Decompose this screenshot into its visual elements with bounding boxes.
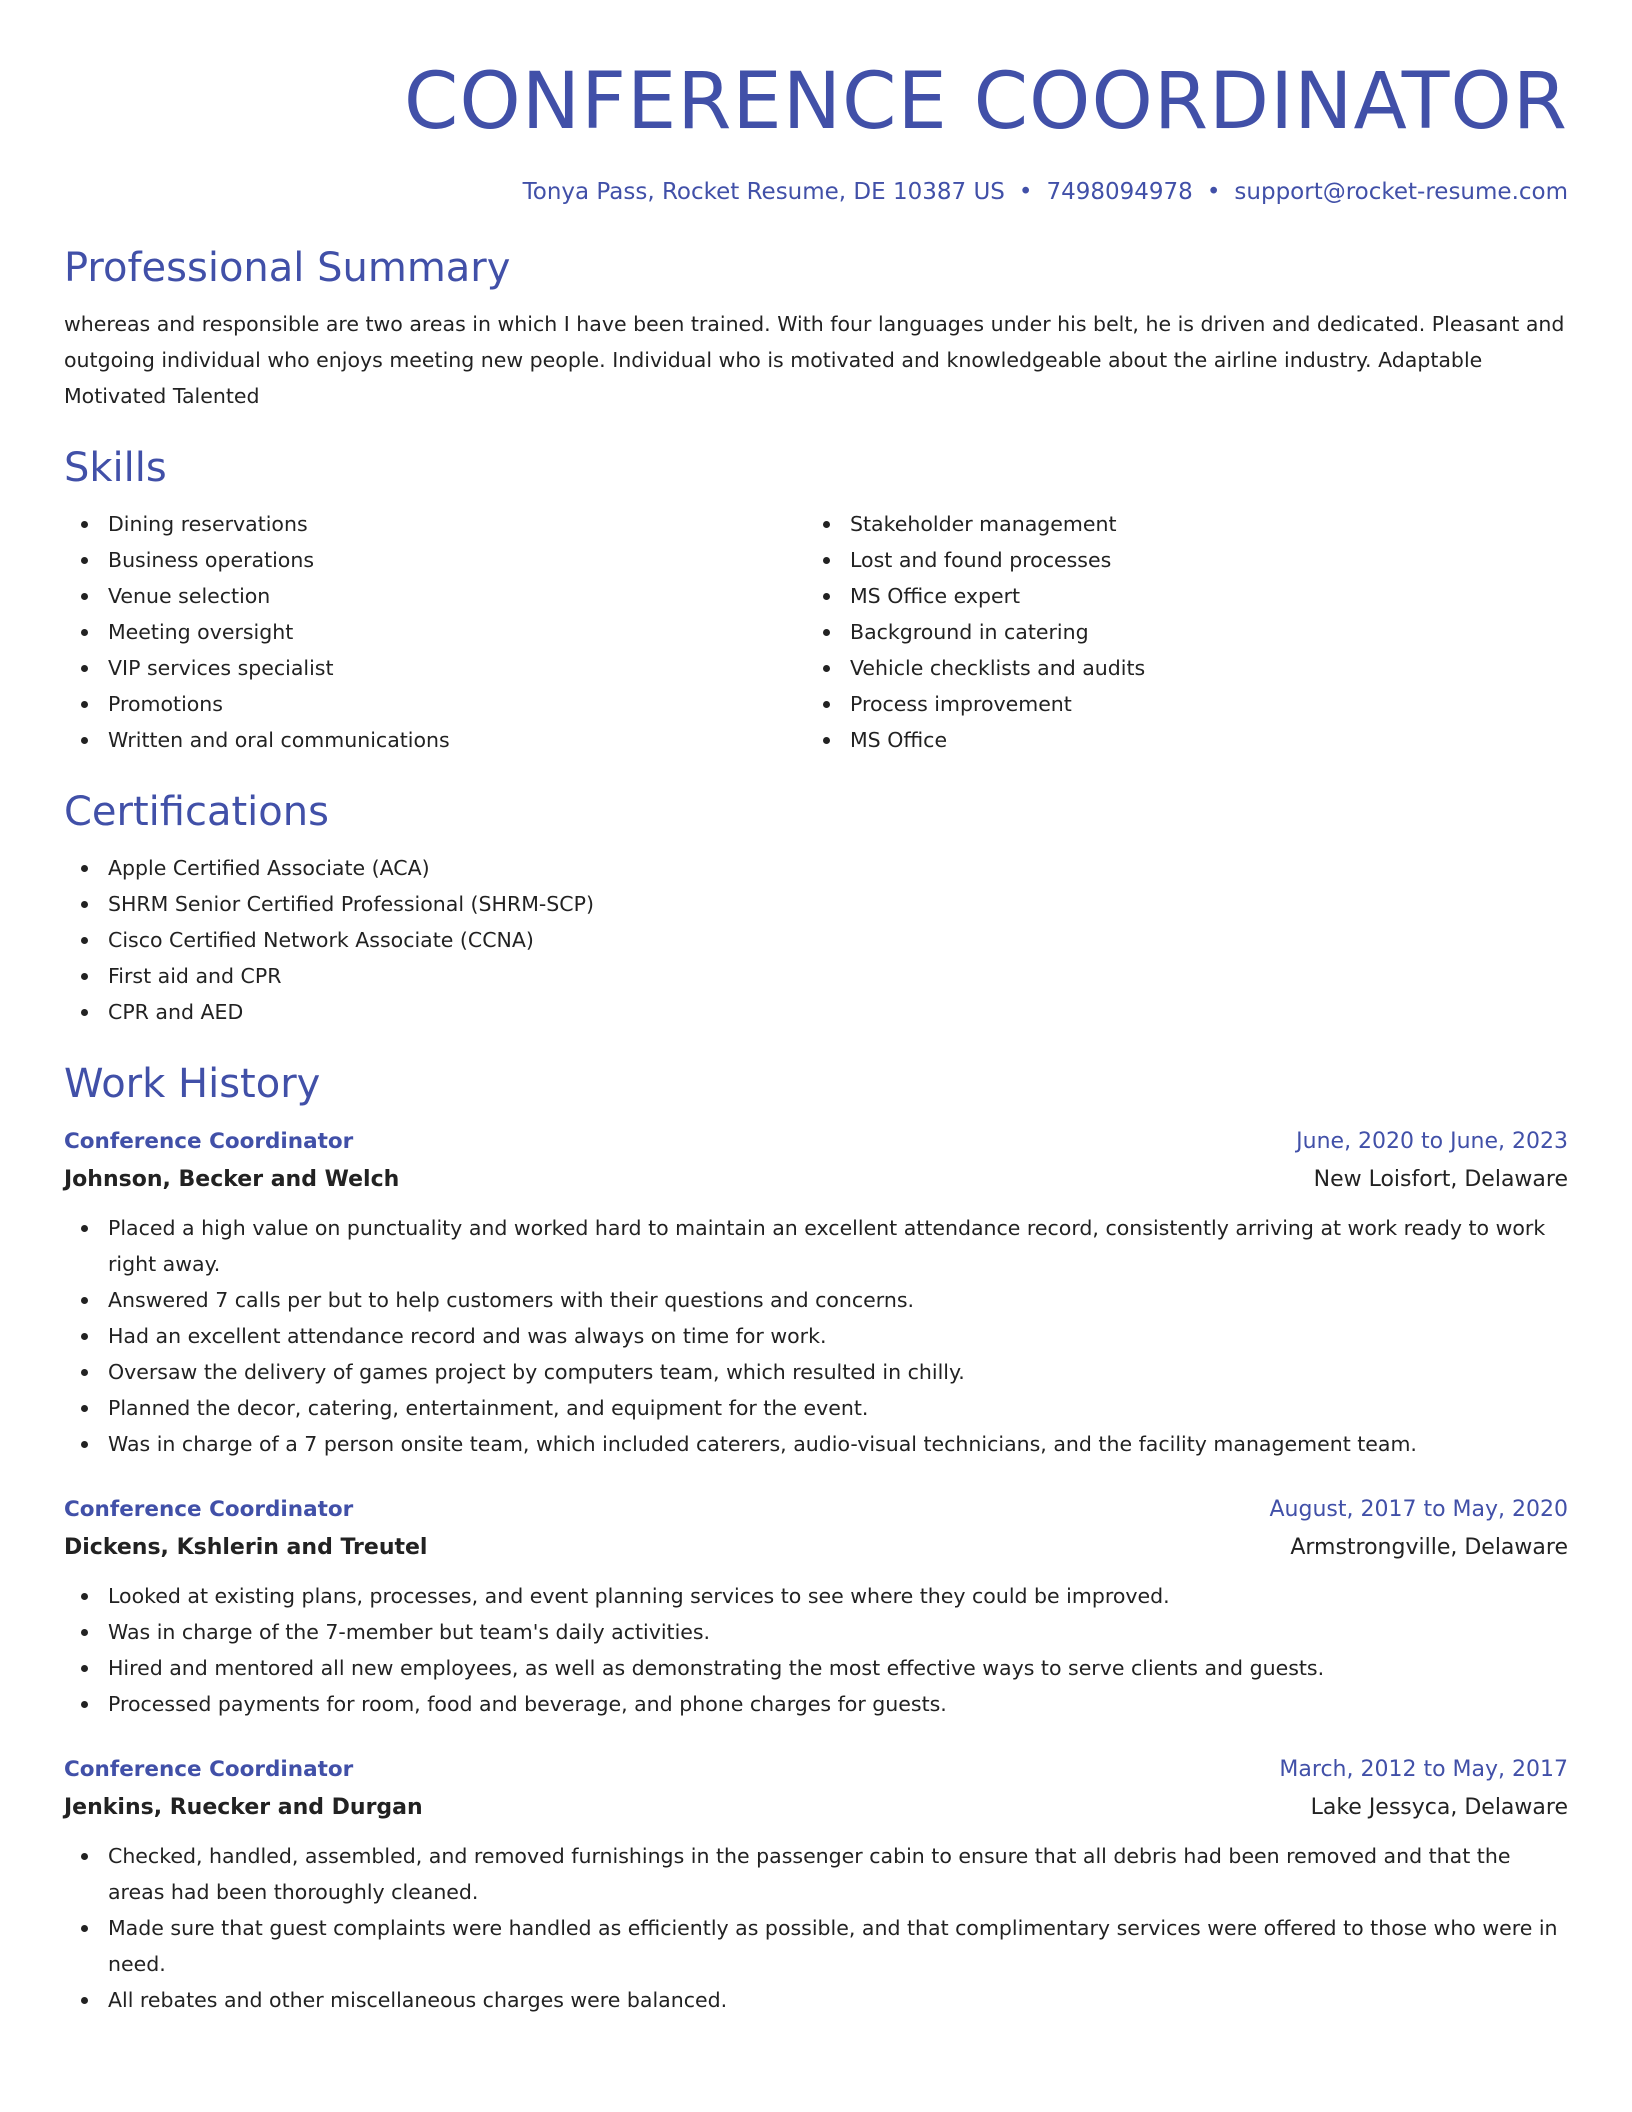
skill-item: Background in catering — [806, 614, 1548, 650]
skill-item: Stakeholder management — [806, 506, 1548, 542]
skill-item: Business operations — [64, 542, 806, 578]
job-duty-item: Was in charge of the 7-member but team's daily activities. — [64, 1614, 1568, 1650]
certification-item: Cisco Certified Network Associate (CCNA) — [64, 922, 1568, 958]
skills-column-right — [806, 506, 1548, 758]
job-entry — [64, 1124, 1568, 1462]
certification-item: SHRM Senior Certified Professional (SHRM-SCP) — [64, 886, 1568, 922]
job-duty-item: Placed a high value on punctuality and worked hard to maintain an excellent attendance record, consistently arriving at work ready to work right away. — [64, 1210, 1568, 1282]
contact-line — [64, 176, 1568, 208]
job-duty-item: Had an excellent attendance record and was always on time for work. — [64, 1318, 1568, 1354]
certifications-section — [64, 786, 1568, 1030]
skills-heading: Skills — [64, 445, 167, 491]
job-duty-item: Was in charge of a 7 person onsite team, which included caterers, audio-visual technicians, and the facility management team. — [64, 1426, 1568, 1462]
skill-item: MS Office expert — [806, 578, 1548, 614]
job-duties-list — [64, 1578, 1568, 1722]
skill-item: Dining reservations — [64, 506, 806, 542]
job-dates: June, 2020 to June, 2023 — [1296, 1129, 1568, 1154]
skill-item: Venue selection — [64, 578, 806, 614]
summary-heading: Professional Summary — [64, 245, 511, 291]
skill-item: Vehicle checklists and audits — [806, 650, 1548, 686]
job-duty-item: Made sure that guest complaints were handled as efficiently as possible, and that complimentary services were offered to those who were in need. — [64, 1910, 1568, 1982]
contact-separator: • — [1018, 179, 1033, 205]
skill-item: Process improvement — [806, 686, 1548, 722]
certification-item: First aid and CPR — [64, 958, 1568, 994]
job-dates: August, 2017 to May, 2020 — [1269, 1497, 1568, 1522]
skill-item: MS Office — [806, 722, 1548, 758]
contact-phone: 7498094978 — [1046, 179, 1193, 205]
skill-item: Written and oral communications — [64, 722, 806, 758]
job-position: Conference Coordinator — [64, 1757, 354, 1782]
job-company-row — [64, 1788, 1568, 1828]
job-duty-item: Hired and mentored all new employees, as well as demonstrating the most effective ways to serve clients and guests. — [64, 1650, 1568, 1686]
summary-text: whereas and responsible are two areas in which I have been trained. With four languages under his belt, he is driven and dedicated. Pleasant and outgoing individual who enjoys meeting new people. Individual who is motivated and knowledgeable about the airline industry. Adaptable Motivated Talented — [64, 312, 1565, 408]
job-entry — [64, 1752, 1568, 2018]
job-duty-item: Planned the decor, catering, entertainment, and equipment for the event. — [64, 1390, 1568, 1426]
certification-item: CPR and AED — [64, 994, 1568, 1030]
contact-email: support@rocket-resume.com — [1234, 179, 1568, 205]
job-duty-item: Looked at existing plans, processes, and event planning services to see where they could be improved. — [64, 1578, 1568, 1614]
job-duty-item: Checked, handled, assembled, and removed furnishings in the passenger cabin to ensure that all debris had been removed and that the areas had been thoroughly cleaned. — [64, 1838, 1568, 1910]
job-location: New Loisfort, Delaware — [1313, 1167, 1568, 1192]
job-company: Johnson, Becker and Welch — [64, 1167, 400, 1192]
contact-separator: • — [1206, 179, 1221, 205]
job-location: Armstrongville, Delaware — [1290, 1535, 1568, 1560]
job-title-row — [64, 1492, 1568, 1528]
job-position: Conference Coordinator — [64, 1497, 354, 1522]
contact-address: Tonya Pass, Rocket Resume, DE 10387 US — [522, 179, 1005, 205]
job-company-row — [64, 1160, 1568, 1200]
summary-section — [64, 242, 1568, 414]
skills-section — [64, 442, 1568, 758]
job-duty-item: All rebates and other miscellaneous charges were balanced. — [64, 1982, 1568, 2018]
job-company: Jenkins, Ruecker and Durgan — [64, 1795, 423, 1820]
job-location: Lake Jessyca, Delaware — [1310, 1795, 1568, 1820]
work-history-section — [64, 1058, 1568, 2018]
skills-list-left — [64, 506, 806, 758]
certifications-list — [64, 850, 1568, 1030]
job-title-heading: CONFERENCE COORDINATOR — [403, 57, 1568, 147]
skills-grid — [64, 506, 1568, 758]
skill-item: Meeting oversight — [64, 614, 806, 650]
job-duties-list — [64, 1838, 1568, 2018]
resume-header — [64, 52, 1568, 208]
job-entry — [64, 1492, 1568, 1722]
skills-list-right — [806, 506, 1548, 758]
job-title-row — [64, 1752, 1568, 1788]
work-history-heading: Work History — [64, 1061, 321, 1107]
job-duty-item: Answered 7 calls per but to help customers with their questions and concerns. — [64, 1282, 1568, 1318]
certifications-heading: Certifications — [64, 789, 329, 835]
skill-item: Promotions — [64, 686, 806, 722]
job-company: Dickens, Kshlerin and Treutel — [64, 1535, 428, 1560]
skill-item: Lost and found processes — [806, 542, 1548, 578]
job-dates: March, 2012 to May, 2017 — [1279, 1757, 1568, 1782]
job-position: Conference Coordinator — [64, 1129, 354, 1154]
job-duty-item: Processed payments for room, food and beverage, and phone charges for guests. — [64, 1686, 1568, 1722]
certification-item: Apple Certified Associate (ACA) — [64, 850, 1568, 886]
job-title-row — [64, 1124, 1568, 1160]
job-duty-item: Oversaw the delivery of games project by computers team, which resulted in chilly. — [64, 1354, 1568, 1390]
skills-column-left — [64, 506, 806, 758]
job-company-row — [64, 1528, 1568, 1568]
job-duties-list — [64, 1210, 1568, 1462]
skill-item: VIP services specialist — [64, 650, 806, 686]
